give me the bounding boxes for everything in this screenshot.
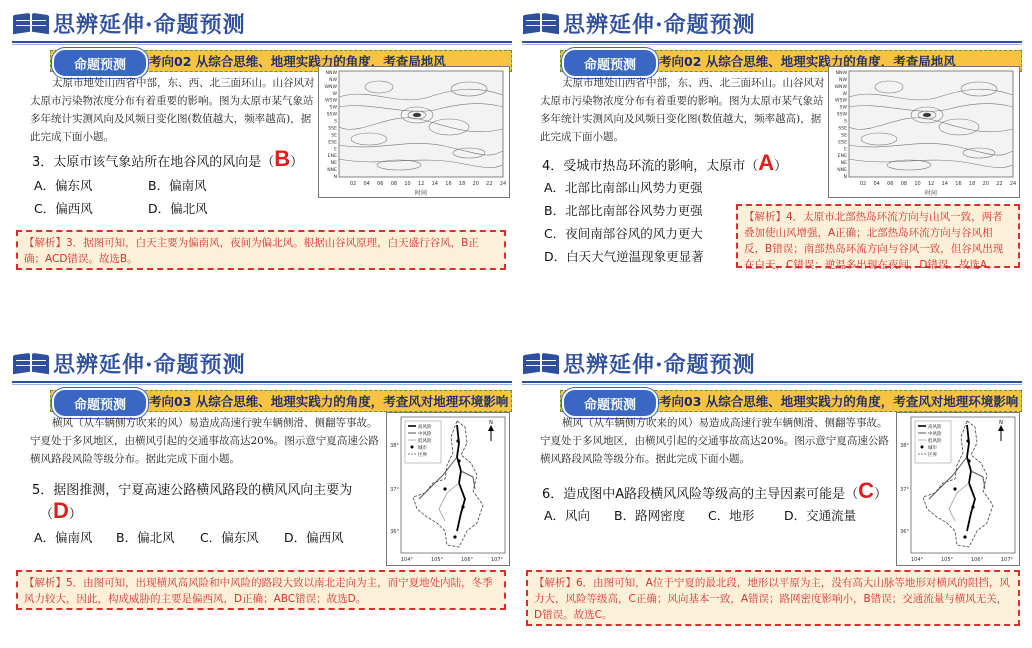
legend-mid: 中风险 [418,432,432,437]
lon-106: 106° [970,557,984,563]
explanation-box: 【解析】5．由图可知，出现横风高风险和中风险的路段大致以南北走向为主，而宁夏地处内陆，冬季风力较大，因此，构成威胁的主要是偏西风，D正确；ABC错误；故选D。 [16,570,506,610]
header [522,8,756,38]
x-tick-label: 02 [349,181,357,187]
legend-border: 区界 [418,453,427,458]
x-axis-ticks [860,181,1016,187]
option-c: C．地形 [708,508,755,523]
lat-37: 37° [900,487,909,493]
panel-q3 [12,8,512,308]
legend-mid: 中风险 [928,432,942,437]
header [12,348,246,378]
lat-36: 36° [390,529,399,535]
legend-city: 城市 [928,446,937,451]
question: 4．受城市热岛环流的影响，太原市（A） [542,150,788,175]
x-tick-label: 16 [955,181,962,187]
option-a: A．偏东风 [34,178,93,193]
answer-mark: C [858,478,875,503]
option-d: D．白天大气逆温现象更显著 [544,249,704,264]
x-tick-label: 20 [472,181,479,187]
y-tick-label: ESE [838,140,847,146]
x-tick-label: 08 [900,181,908,187]
legend-border: 区界 [928,453,937,458]
y-tick-label: SSE [328,126,337,132]
x-tick-label: 12 [927,181,935,187]
x-tick-label: 14 [941,181,949,187]
topic-text: 考向02 从综合思维、地理实践力的角度，考查局地风 [659,54,956,69]
x-tick-label: 06 [377,181,384,187]
x-axis-ticks [350,181,506,187]
book-icon [522,351,560,375]
ningxia-map [386,412,510,566]
y-tick-label: ESE [328,140,337,146]
header-title: 思辨延伸·命题预测 [53,351,246,378]
y-tick-label: W [842,91,847,97]
y-tick-label: NE [840,161,847,167]
header-title: 思辨延伸·命题预测 [53,11,246,38]
x-tick-label: 22 [486,181,493,187]
x-tick-label: 14 [431,181,439,187]
y-tick-label: NNW [835,71,847,76]
explanation-box: 【解析】4．太原市北部热岛环流方向与山风一致，两者叠加使山风增强，A正确；北部热岛环流方向与谷风相反，B错误；南部热岛环流方向与谷风一致，但谷风出现在白天，C错误；逆温多出现在夜间，D错误。故选A。 [736,204,1020,268]
header-divider [522,381,1022,383]
ningxia-map [896,412,1020,566]
header [522,348,756,378]
x-tick-label: 20 [982,181,989,187]
x-tick-label: 08 [390,181,398,187]
y-tick-label: WNW [834,84,847,90]
legend-high: 高风险 [928,425,942,430]
prediction-pill: 命题预测 [562,48,658,78]
y-tick-label: S [844,119,847,125]
lat-38: 38° [900,443,909,449]
map-legend [405,421,441,463]
answer-mark: A [758,150,775,175]
legend-low: 低风险 [928,439,942,444]
option-b: B．北部比南部谷风势力更强 [544,203,703,218]
lat-38: 38° [390,443,399,449]
lon-106: 106° [460,557,474,563]
y-tick-label: SE [331,133,337,139]
option-a: A．偏南风 [34,530,93,545]
question: 6．造成图中A路段横风风险等级高的主导因素可能是（C） [542,478,888,503]
y-tick-label: NW [839,77,847,83]
svg-text:N: N [489,420,493,426]
option-a: A．北部比南部山风势力更强 [544,180,703,195]
lon-107: 107° [1000,557,1014,563]
question: 3．太原市该气象站所在地谷风的风向是（B） [32,146,304,171]
map-legend [915,421,951,463]
y-tick-label: NNW [325,71,337,76]
y-tick-label: E [844,147,847,153]
y-tick-label: WSW [324,98,337,104]
y-tick-label: SSW [836,112,847,118]
y-tick-label: NE [330,161,337,167]
prediction-pill: 命题预测 [52,388,148,418]
y-tick-label: NNE [837,168,847,174]
y-tick-label: SSE [838,126,847,132]
x-tick-label: 24 [1009,181,1017,187]
panel-q4 [522,8,1022,308]
y-tick-label: N [843,175,847,180]
option-a: A．风向 [544,508,591,523]
x-tick-label: 18 [458,181,466,187]
y-tick-label: ENE [327,154,337,160]
wind-frequency-chart [318,66,510,198]
header-divider [12,41,512,43]
header-divider [12,381,512,383]
lon-107: 107° [490,557,504,563]
y-tick-label: ENE [837,154,847,160]
option-d: D．偏北风 [148,201,208,216]
lon-105: 105° [940,557,954,563]
x-tick-label: 18 [968,181,976,187]
x-tick-label: 12 [417,181,425,187]
x-tick-label: 02 [859,181,867,187]
header-title: 思辨延伸·命题预测 [563,351,756,378]
question: 5．据图推测，宁夏高速公路横风路段的横风风向主要为 [32,483,353,498]
header-divider [522,41,1022,43]
answer-mark: D [53,498,69,523]
prediction-pill: 命题预测 [562,388,658,418]
option-b: B．路网密度 [614,508,686,523]
header-title: 思辨延伸·命题预测 [563,11,756,38]
wind-frequency-chart [828,66,1020,198]
y-tick-label: W [332,91,337,97]
lat-37: 37° [390,487,399,493]
y-tick-label: SW [329,105,337,111]
question-paren: （D） [40,498,82,523]
passage: 横风（从车辆侧方吹来的风）易造成高速行驶车辆侧滑、侧翻等事故。宁夏处于多风地区，由横风引起的交通事故高达20%。图示意宁夏高速公路横风路段风险等级分布。据此完成下面小题。 [540,417,889,465]
svg-text:N: N [999,420,1003,426]
y-axis-ticks [324,70,337,180]
book-icon [12,351,50,375]
book-icon [12,11,50,35]
lon-105: 105° [430,557,444,563]
passage: 太原市地处山西省中部，东、西、北三面环山。山谷风对太原市污染物浓度分布有着重要的影响。图为太原市某气象站多年统计实测风向及风频日变化图(数值越大，频率越高)，据此完成下面小题。 [540,77,825,143]
y-tick-label: S [334,119,337,125]
explanation-box: 【解析】6．由图可知，A位于宁夏的最北段，地形以平原为主，没有高大山脉等地形对横风的阻挡，风力大，风险等级高，C正确；风向基本一致，A错误；路网密度影响小，B错误；交通流量与横风无关，D错误。故选C。 [526,570,1020,626]
y-tick-label: SE [841,133,847,139]
option-d: D．交通流量 [784,508,857,523]
topic-text: 考向03 从综合思维、地理实践力的角度，考查风对地理环境影响 [149,394,509,409]
x-tick-label: 10 [914,181,921,187]
topic-text: 考向03 从综合思维、地理实践力的角度，考查风对地理环境影响 [659,394,1019,409]
x-tick-label: 04 [873,181,880,187]
topic-text: 考向02 从综合思维、地理实践力的角度，考查局地风 [149,54,446,69]
passage: 横风（从车辆侧方吹来的风）易造成高速行驶车辆侧滑、侧翻等事故。宁夏处于多风地区，由横风引起的交通事故高达20%。图示意宁夏高速公路横风路段风险等级分布。据此完成下面小题。 [30,417,379,465]
y-tick-label: E [334,147,337,153]
x-tick-label: 22 [996,181,1003,187]
explanation-box: 【解析】3．据图可知，白天主要为偏南风，夜间为偏北风。根据山谷风原理，白天盛行谷风，B正确；ACD错误。故选B。 [16,230,506,270]
y-tick-label: WNW [324,84,337,90]
x-tick-label: 24 [499,181,507,187]
panel-q5 [12,348,512,648]
y-tick-label: SSW [326,112,337,118]
option-c: C．偏西风 [34,201,93,216]
option-b: B．偏南风 [148,178,207,193]
prediction-pill: 命题预测 [52,48,148,78]
legend-low: 低风险 [418,439,432,444]
y-tick-label: SW [839,105,847,111]
legend-high: 高风险 [418,425,432,430]
x-axis-label: 时间 [924,190,938,197]
answer-mark: B [274,146,291,171]
book-icon [522,11,560,35]
y-tick-label: WSW [834,98,847,104]
lat-36: 36° [900,529,909,535]
legend-city: 城市 [418,446,427,451]
passage: 太原市地处山西省中部，东、西、北三面环山。山谷风对太原市污染物浓度分布有着重要的影响。图为太原市某气象站多年统计实测风向及风频日变化图(数值越大，频率越高)，据此完成下面小题。 [30,77,315,143]
y-axis-ticks [834,70,847,180]
y-tick-label: NNE [327,168,337,174]
panel-q6 [522,348,1022,648]
option-c: C．偏东风 [200,530,259,545]
y-tick-label: NW [329,77,337,83]
option-b: B．偏北风 [116,530,175,545]
x-tick-label: 06 [887,181,894,187]
header [12,8,246,38]
y-tick-label: N [333,175,337,180]
x-tick-label: 04 [363,181,370,187]
lon-104: 104° [910,557,924,563]
option-c: C．夜间南部谷风的风力更大 [544,226,703,241]
x-tick-label: 10 [404,181,411,187]
x-axis-label: 时间 [414,190,428,197]
lon-104: 104° [400,557,414,563]
option-d: D．偏西风 [284,530,344,545]
x-tick-label: 16 [445,181,452,187]
